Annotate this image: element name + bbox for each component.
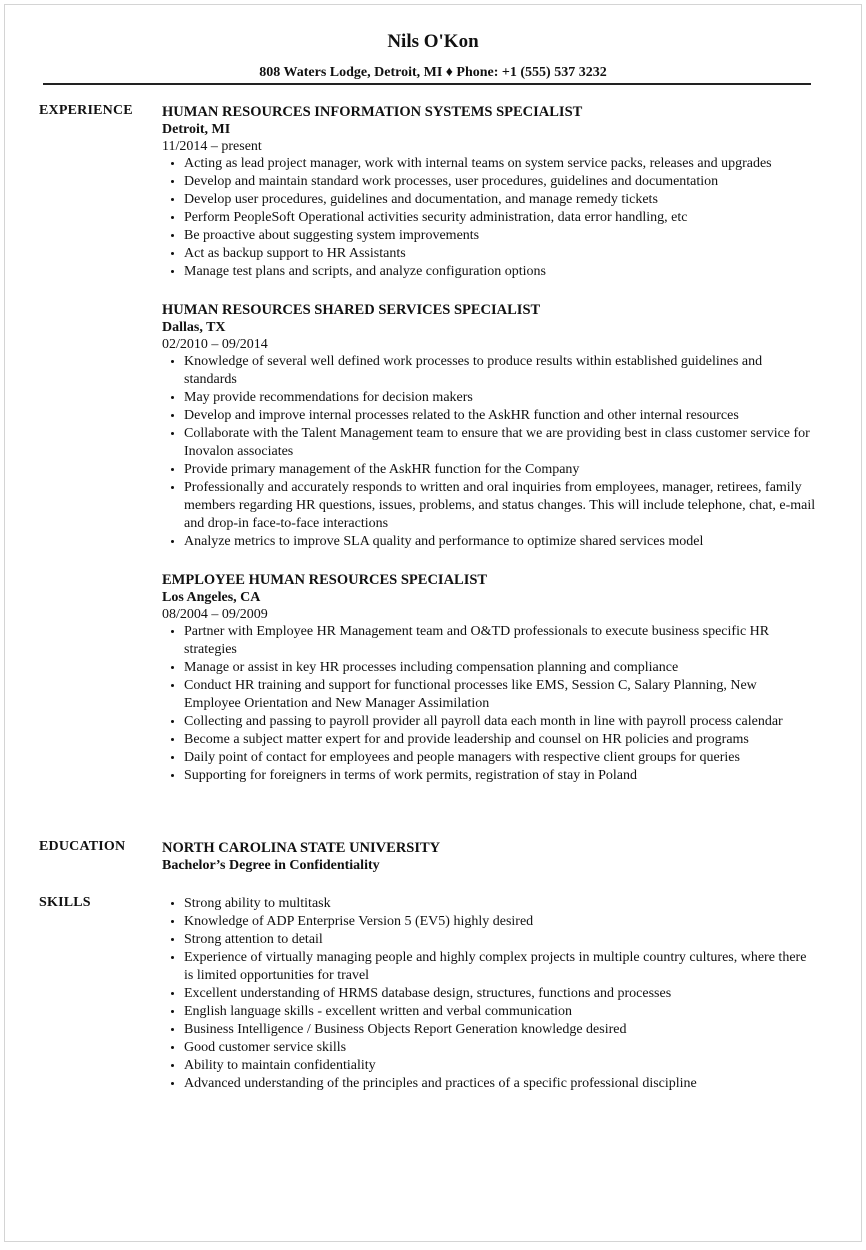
skill-item: • Strong ability to multitask: [184, 895, 817, 913]
job-bullet: • Knowledge of several well defined work processes to produce results within established guidelines and standards: [184, 353, 817, 389]
job-dates: 02/2010 – 09/2014: [162, 337, 268, 352]
skills-label: SKILLS: [39, 895, 91, 910]
job-location: Dallas, TX: [162, 320, 226, 335]
job-bullet: • Become a subject matter expert for and provide leadership and counsel on HR policies and programs: [184, 731, 817, 749]
job-bullets: [162, 623, 817, 785]
job-title: HUMAN RESOURCES SHARED SERVICES SPECIALIST: [162, 302, 541, 318]
contact-line: 808 Waters Lodge, Detroit, MI ♦ Phone: +1 (555) 537 3232: [259, 65, 607, 80]
job-entry: [162, 571, 817, 785]
job-bullet: • Manage test plans and scripts, and analyze configuration options: [184, 263, 817, 281]
job-dates: 11/2014 – present: [162, 139, 262, 154]
skill-item: • Good customer service skills: [184, 1039, 817, 1057]
skills-list: [162, 895, 817, 1093]
skill-item: • English language skills - excellent written and verbal communication: [184, 1003, 817, 1021]
experience-label: EXPERIENCE: [39, 103, 133, 118]
job-bullet: • Be proactive about suggesting system improvements: [184, 227, 817, 245]
skill-item: • Strong attention to detail: [184, 931, 817, 949]
job-bullet: • Acting as lead project manager, work with internal teams on system service packs, releases and upgrades: [184, 155, 817, 173]
skill-item: • Experience of virtually managing people and highly complex projects in multiple country cultures, where there is limited opportunities for travel: [184, 949, 817, 985]
skill-item: • Business Intelligence / Business Objects Report Generation knowledge desired: [184, 1021, 817, 1039]
education-label: EDUCATION: [39, 839, 126, 854]
job-bullet: • Develop and maintain standard work processes, user procedures, guidelines and documentation: [184, 173, 817, 191]
job-title: HUMAN RESOURCES INFORMATION SYSTEMS SPECIALIST: [162, 104, 583, 120]
job-bullet: • Act as backup support to HR Assistants: [184, 245, 817, 263]
job-bullet: • Perform PeopleSoft Operational activities security administration, data error handling, etc: [184, 209, 817, 227]
job-bullet: • Develop and improve internal processes related to the AskHR function and other internal resources: [184, 407, 817, 425]
job-bullet: • Conduct HR training and support for functional processes like EMS, Session C, Salary Planning, New Employee Orientation and New Manager Assimilation: [184, 677, 817, 713]
job-bullet: • Manage or assist in key HR processes including compensation planning and compliance: [184, 659, 817, 677]
experience-body: [162, 103, 817, 805]
job-entry: [162, 301, 817, 551]
job-entry: [162, 103, 817, 281]
skills-body: [162, 895, 817, 1093]
job-bullet: • Provide primary management of the AskHR function for the Company: [184, 461, 817, 479]
job-title: EMPLOYEE HUMAN RESOURCES SPECIALIST: [162, 572, 488, 588]
school-name: NORTH CAROLINA STATE UNIVERSITY: [162, 840, 441, 856]
candidate-name: Nils O'Kon: [387, 31, 479, 52]
job-bullet: • Professionally and accurately responds to written and oral inquiries from employees, manager, retirees, family members regarding HR questions, issues, problems, and status changes. This will include telephone, chat, e-mail and drop-in face-to-face interactions: [184, 479, 817, 533]
job-bullet: • May provide recommendations for decision makers: [184, 389, 817, 407]
job-bullet: • Partner with Employee HR Management team and O&TD professionals to execute business specific HR strategies: [184, 623, 817, 659]
job-location: Los Angeles, CA: [162, 590, 261, 605]
header-divider: [43, 83, 811, 85]
job-bullet: • Analyze metrics to improve SLA quality and performance to optimize shared services model: [184, 533, 817, 551]
resume-page: [4, 4, 862, 1242]
job-bullet: • Supporting for foreigners in terms of work permits, registration of stay in Poland: [184, 767, 817, 785]
job-bullets: [162, 353, 817, 551]
degree: Bachelor’s Degree in Confidentiality: [162, 858, 380, 873]
skill-item: • Knowledge of ADP Enterprise Version 5 (EV5) highly desired: [184, 913, 817, 931]
job-bullet: • Develop user procedures, guidelines and documentation, and manage remedy tickets: [184, 191, 817, 209]
skill-item: • Excellent understanding of HRMS database design, structures, functions and processes: [184, 985, 817, 1003]
job-bullets: [162, 155, 817, 281]
education-body: [162, 839, 817, 874]
job-dates: 08/2004 – 09/2009: [162, 607, 268, 622]
job-location: Detroit, MI: [162, 122, 231, 137]
skill-item: • Ability to maintain confidentiality: [184, 1057, 817, 1075]
job-bullet: • Collecting and passing to payroll provider all payroll data each month in line with payroll process calendar: [184, 713, 817, 731]
job-bullet: • Daily point of contact for employees and people managers with respective client groups for queries: [184, 749, 817, 767]
skill-item: • Advanced understanding of the principles and practices of a specific professional discipline: [184, 1075, 817, 1093]
job-bullet: • Collaborate with the Talent Management team to ensure that we are providing best in class customer service for Inovalon associates: [184, 425, 817, 461]
